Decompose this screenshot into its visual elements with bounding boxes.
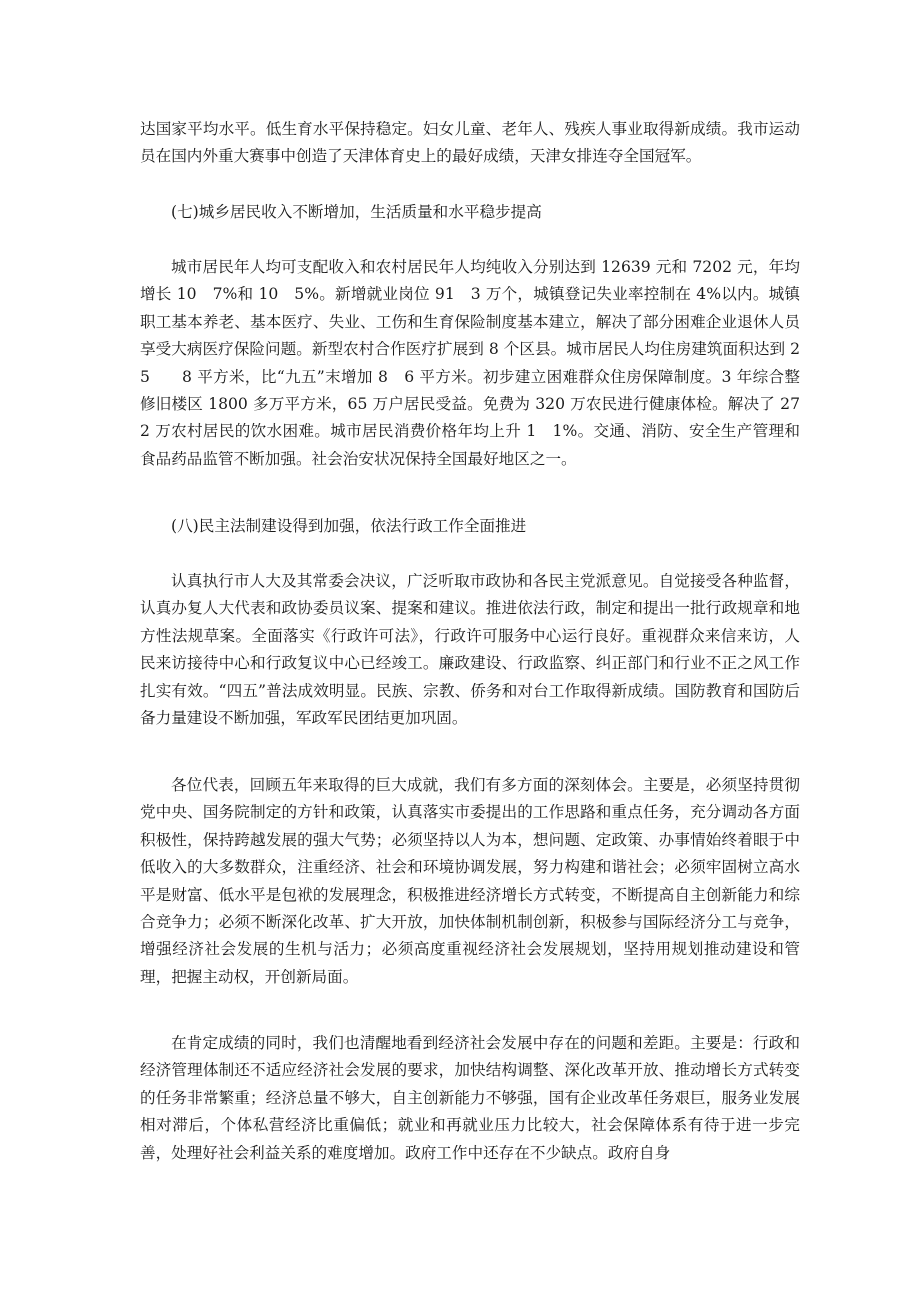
paragraph-experiences: 各位代表，回顾五年来取得的巨大成就，我们有多方面的深刻体会。主要是，必须坚持贯彻党中央、国务院制定的方针和政策，认真落实市委提出的工作思路和重点任务，充分调动各方面积极性，保持跨越发展的强大气势；必须坚持以人为本，想问题、定政策、办事情始终着眼于中低收入的大多数群众，注重经济、社会和环境协调发展，努力构建和谐社会；必须牢固树立高水平是财富、低水平是包袱的发展理念，积极推进经济增长方式转变，不断提高自主创新能力和综合竞争力；必须不断深化改革、扩大开放，加快体制机制创新，积极参与国际经济分工与竞争，增强经济社会发展的生机与活力；必须高度重视经济社会发展规划，坚持用规划推动建设和管理，把握主动权，开创新局面。 (140, 776, 800, 986)
paragraph-income-living: 城市居民年人均可支配收入和农村居民年人均纯收入分别达到 12639 元和 7202 元，年均增长 10 7%和 10 5%。新增就业岗位 91 3 万个，城镇登记失业率控制在 4%以内。城镇职工基本养老、基本医疗、失业、工伤和生育保险制度基本建立，解决了部分困难企业退休人员享受大病医疗保险问题。新型农村合作医疗扩展到 8 个区县。城市居民人均住房建筑面积达到 25 8 平方米，比“九五”末增加 8 6 平方米。初步建立困难群众住房保障制度。3 年综合整修旧楼区 1800 多万平方米，65 万户居民受益。免费为 320 万农民进行健康体检。解决了 272 万农村居民的饮水困难。城市居民消费价格年均上升 1 1%。交通、消防、安全生产管理和食品药品监管不断加强。社会治安状况保持全国最好地区之一。 (140, 258, 800, 468)
section-heading-8: (八)民主法制建设得到加强，依法行政工作全面推进 (171, 517, 527, 535)
paragraph-sports-achievements: 达国家平均水平。低生育水平保持稳定。妇女儿童、老年人、残疾人事业取得新成绩。我市运动员在国内外重大赛事中创造了天津体育史上的最好成绩，天津女排连夺全国冠军。 (140, 120, 800, 166)
paragraph-problems: 在肯定成绩的同时，我们也清醒地看到经济社会发展中存在的问题和差距。主要是：行政和经济管理体制还不适应经济社会发展的要求，加快结构调整、深化改革开放、推动增长方式转变的任务非常繁重；经济总量不够大，自主创新能力不够强，国有企业改革任务艰巨，服务业发展相对滞后，个体私营经济比重偏低；就业和再就业压力比较大，社会保障体系有待于进一步完善，处理好社会利益关系的难度增加。政府工作中还存在不少缺点。政府自身 (140, 1034, 800, 1162)
paragraph-legal-system: 认真执行市人大及其常委会决议，广泛听取市政协和各民主党派意见。自觉接受各种监督，认真办复人大代表和政协委员议案、提案和建议。推进依法行政，制定和提出一批行政规章和地方性法规草案。全面落实《行政许可法》，行政许可服务中心运行良好。重视群众来信来访，人民来访接待中心和行政复议中心已经竣工。廉政建设、行政监察、纠正部门和行业不正之风工作扎实有效。“四五”普法成效明显。民族、宗教、侨务和对台工作取得新成绩。国防教育和国防后备力量建设不断加强，军政军民团结更加巩固。 (140, 572, 800, 728)
section-heading-7: (七)城乡居民收入不断增加，生活质量和水平稳步提高 (171, 203, 542, 221)
